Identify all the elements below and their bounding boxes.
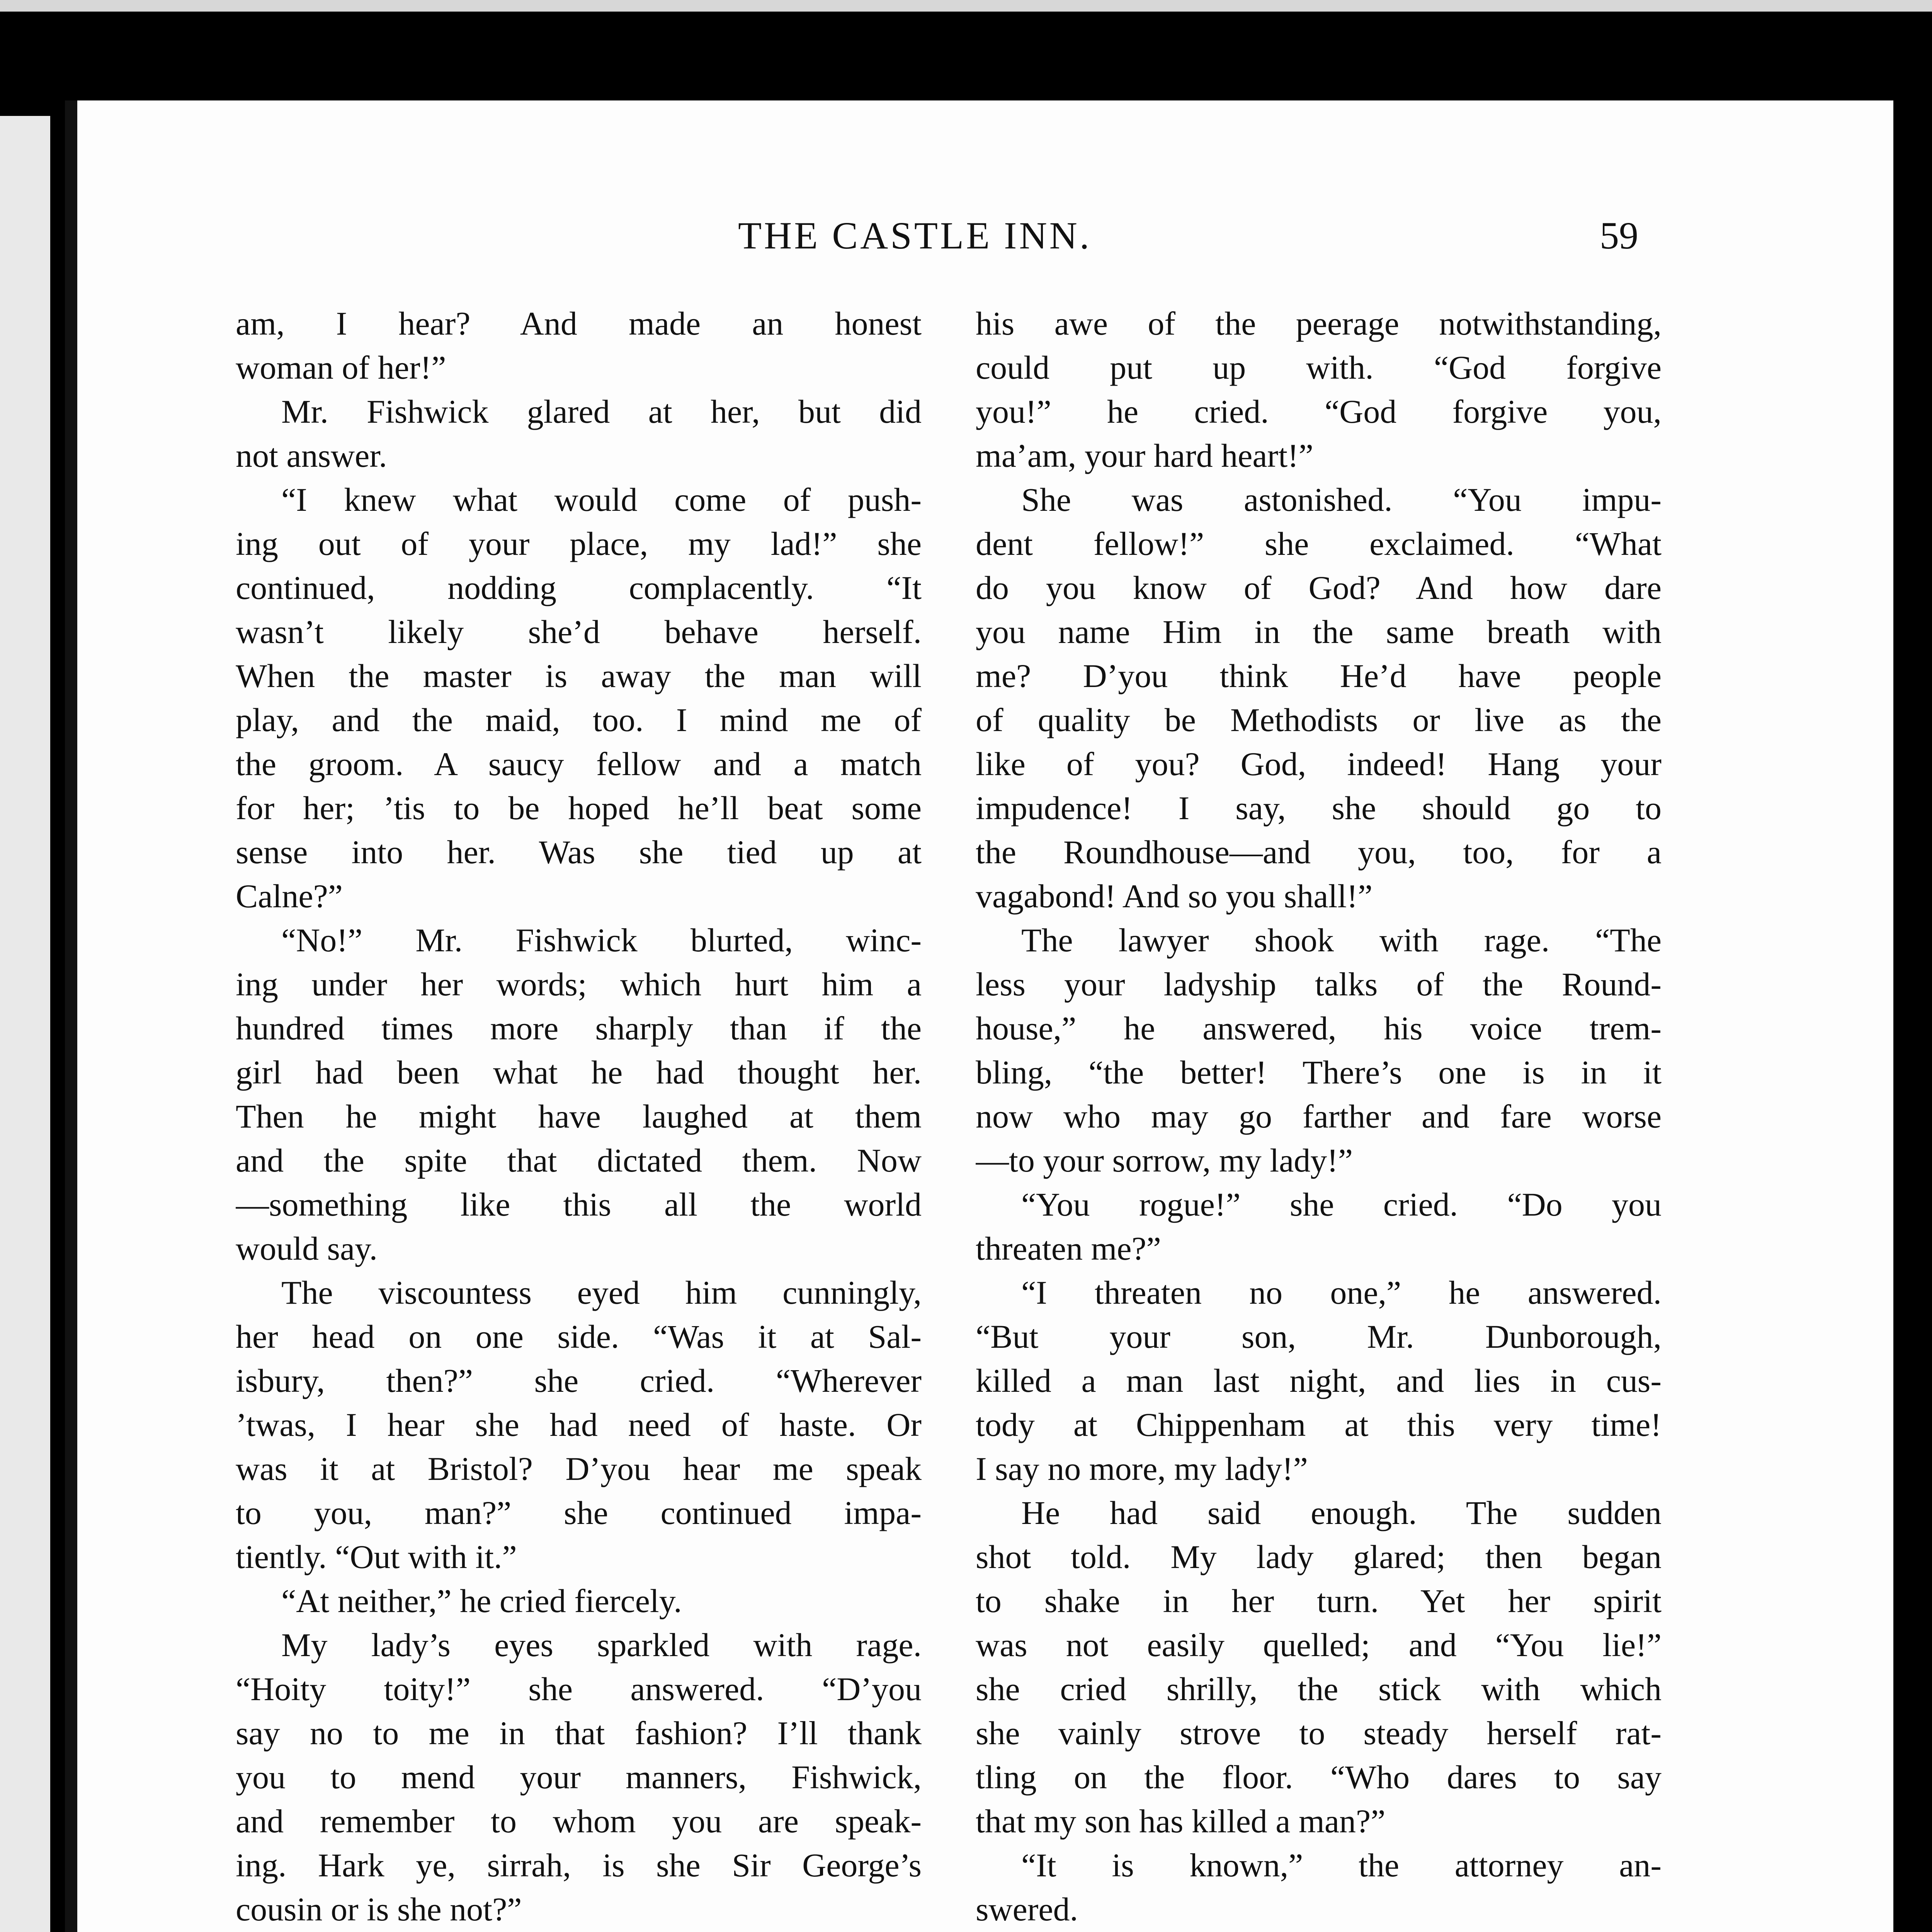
text-line: her head on one side. “Was it at Sal- xyxy=(236,1318,922,1355)
text-line: —something like this all the world xyxy=(236,1186,922,1223)
text-line: “No!” Mr. Fishwick blurted, winc- xyxy=(281,922,922,959)
text-line: play, and the maid, too. I mind me of xyxy=(236,701,922,738)
text-line: swered. xyxy=(976,1891,1078,1928)
text-line: she vainly strove to steady herself rat- xyxy=(976,1714,1662,1752)
text-line: shot told. My lady glared; then began xyxy=(976,1538,1662,1575)
text-line: He had said enough. The sudden xyxy=(1021,1494,1662,1531)
text-line: “It is known,” the attorney an- xyxy=(1021,1847,1662,1884)
text-line: The viscountess eyed him cunningly, xyxy=(281,1274,922,1311)
text-line: wasn’t likely she’d behave herself. xyxy=(236,613,922,650)
text-line: you!” he cried. “God forgive you, xyxy=(976,393,1662,430)
scan-top-edge xyxy=(0,0,1932,12)
text-line: Mr. Fishwick glared at her, but did xyxy=(281,393,922,430)
text-line: My lady’s eyes sparkled with rage. xyxy=(281,1626,922,1663)
text-line: “You rogue!” she cried. “Do you xyxy=(1021,1186,1662,1223)
text-line: sense into her. Was she tied up at xyxy=(236,833,922,871)
text-line: dent fellow!” she exclaimed. “What xyxy=(976,525,1662,562)
text-line: the Roundhouse—and you, too, for a xyxy=(976,833,1662,871)
text-line: was it at Bristol? D’you hear me speak xyxy=(236,1450,922,1487)
text-line: I say no more, my lady!” xyxy=(976,1450,1308,1487)
text-line: woman of her!” xyxy=(236,349,446,386)
text-line: say no to me in that fashion? I’ll thank xyxy=(236,1714,922,1752)
text-line: ing under her words; which hurt him a xyxy=(236,966,922,1003)
text-line: vagabond! And so you shall!” xyxy=(976,878,1373,915)
facing-page-edge xyxy=(0,116,50,1932)
text-line: to shake in her turn. Yet her spirit xyxy=(976,1582,1662,1619)
text-line: killed a man last night, and lies in cus- xyxy=(976,1362,1662,1399)
text-line: bling, “the better! There’s one is in it xyxy=(976,1054,1662,1091)
right-text-column xyxy=(976,301,1662,1932)
text-line: isbury, then?” she cried. “Wherever xyxy=(236,1362,922,1399)
text-line: When the master is away the man will xyxy=(236,657,922,694)
text-line: tody at Chippenham at this very time! xyxy=(976,1406,1662,1443)
text-line: Calne?” xyxy=(236,878,343,915)
text-line: you name Him in the same breath with xyxy=(976,613,1662,650)
page-content xyxy=(77,100,1893,1932)
text-line: girl had been what he had thought her. xyxy=(236,1054,922,1091)
text-line: She was astonished. “You impu- xyxy=(1021,481,1662,518)
text-line: cousin or is she not?” xyxy=(236,1891,522,1928)
text-line: continued, nodding complacently. “It xyxy=(236,569,922,606)
text-line: —to your sorrow, my lady!” xyxy=(976,1142,1353,1179)
left-text-column xyxy=(236,301,922,1932)
book-page xyxy=(65,100,1893,1932)
text-line: like of you? God, indeed! Hang your xyxy=(976,745,1662,782)
text-line: The lawyer shook with rage. “The xyxy=(1021,922,1662,959)
text-line: that my son has killed a man?” xyxy=(976,1803,1386,1840)
text-line: she cried shrilly, the stick with which xyxy=(976,1670,1662,1708)
text-line: could put up with. “God forgive xyxy=(976,349,1662,386)
text-line: and the spite that dictated them. Now xyxy=(236,1142,922,1179)
text-line: “I threaten no one,” he answered. xyxy=(1021,1274,1662,1311)
text-line: to you, man?” she continued impa- xyxy=(236,1494,922,1531)
text-line: ing. Hark ye, sirrah, is she Sir George’s xyxy=(236,1847,922,1884)
text-line: house,” he answered, his voice trem- xyxy=(976,1010,1662,1047)
text-line: was not easily quelled; and “You lie!” xyxy=(976,1626,1662,1663)
text-line: his awe of the peerage notwithstanding, xyxy=(976,305,1662,342)
text-line: ma’am, your hard heart!” xyxy=(976,437,1313,474)
text-line: tiently. “Out with it.” xyxy=(236,1538,517,1575)
text-line: and remember to whom you are speak- xyxy=(236,1803,922,1840)
text-line: “At neither,” he cried fiercely. xyxy=(281,1582,682,1619)
text-line: ing out of your place, my lad!” she xyxy=(236,525,922,562)
text-line: Then he might have laughed at them xyxy=(236,1098,922,1135)
text-line: not answer. xyxy=(236,437,387,474)
text-line: you to mend your manners, Fishwick, xyxy=(236,1759,922,1796)
text-line: of quality be Methodists or live as the xyxy=(976,701,1662,738)
text-line: do you know of God? And how dare xyxy=(976,569,1662,606)
text-line: am, I hear? And made an honest xyxy=(236,305,922,342)
text-line: now who may go farther and fare worse xyxy=(976,1098,1662,1135)
text-line: threaten me?” xyxy=(976,1230,1161,1267)
text-line: “But your son, Mr. Dunborough, xyxy=(976,1318,1662,1355)
text-line: ’twas, I hear she had need of haste. Or xyxy=(236,1406,922,1443)
text-line: “I knew what would come of push- xyxy=(281,481,922,518)
text-line: hundred times more sharply than if the xyxy=(236,1010,922,1047)
text-line: me? D’you think He’d have people xyxy=(976,657,1662,694)
text-line: the groom. A saucy fellow and a match xyxy=(236,745,922,782)
text-line: less your ladyship talks of the Round- xyxy=(976,966,1662,1003)
text-line: impudence! I say, she should go to xyxy=(976,789,1662,827)
running-head: THE CASTLE INN. xyxy=(738,214,1092,257)
page-number: 59 xyxy=(1600,214,1638,257)
text-line: for her; ’tis to be hoped he’ll beat some xyxy=(236,789,922,827)
text-line: would say. xyxy=(236,1230,378,1267)
text-line: tling on the floor. “Who dares to say xyxy=(976,1759,1662,1796)
text-line: “Hoity toity!” she answered. “D’you xyxy=(236,1670,922,1708)
